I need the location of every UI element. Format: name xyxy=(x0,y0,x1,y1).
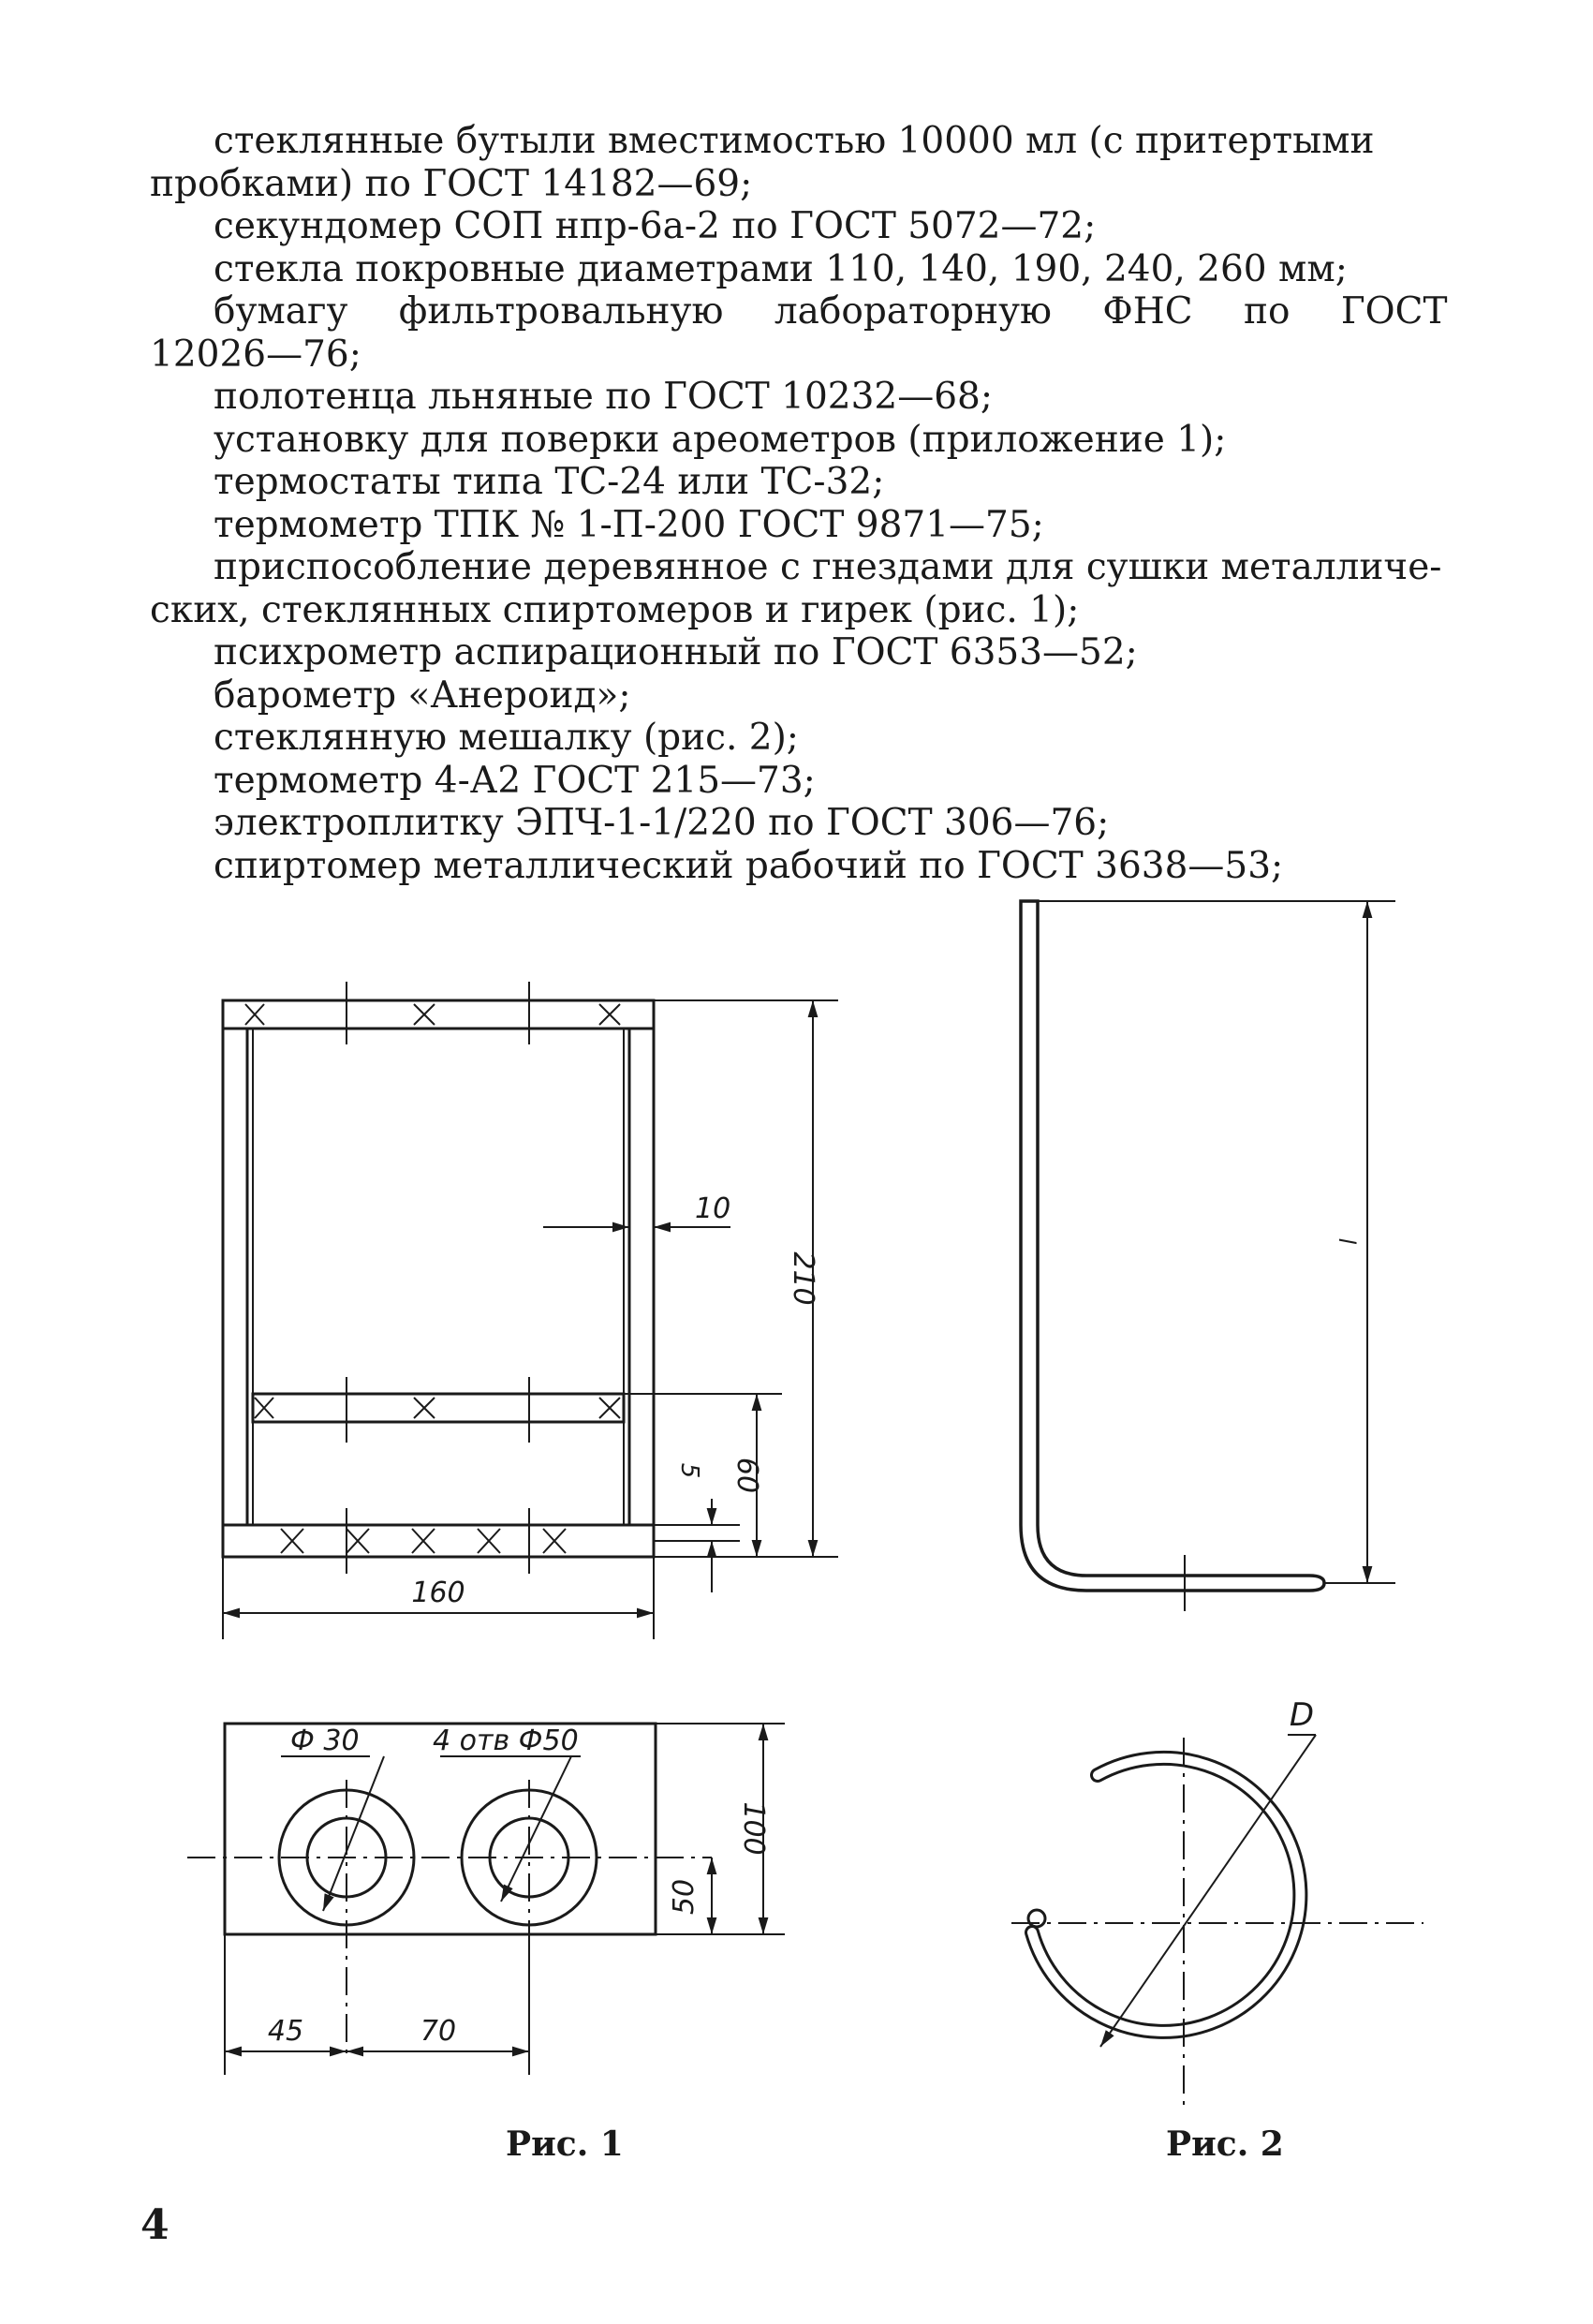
fig1-dim-holes: 4 отв Ф50 xyxy=(433,1724,579,1757)
fig1-dim-60: 60 xyxy=(730,1457,763,1494)
list-line-5: бумагу фильтровальную лабораторную ФНС по ГОСТ xyxy=(214,290,1448,333)
page-number: 4 xyxy=(140,2201,170,2249)
list-line-13: психрометр аспирационный по ГОСТ 6353—52; xyxy=(214,631,1138,674)
list-line-11: приспособление деревянное с гнездами для сушки металличе- xyxy=(214,546,1442,588)
list-line-17: электроплитку ЭПЧ-1-1/220 по ГОСТ 306—76; xyxy=(214,802,1110,844)
fig1-dim-5: 5 xyxy=(675,1462,703,1479)
list-line-6: 12026—76; xyxy=(150,333,361,376)
list-line-12: ских, стеклянных спиртомеров и гирек (рис. 1); xyxy=(150,588,1080,631)
fig2-stirrer-side xyxy=(1021,901,1395,1611)
fig1-dim-210: 210 xyxy=(787,1251,819,1306)
fig2-dim-D: D xyxy=(1289,1696,1315,1734)
fig1-dim-70: 70 xyxy=(420,2015,457,2048)
list-line-10: термометр ТПК № 1-П-200 ГОСТ 9871—75; xyxy=(214,503,1044,546)
fig1-crosshatch xyxy=(245,1004,620,1553)
list-line-9: термостаты типа ТС-24 или ТС-32; xyxy=(214,461,885,503)
fig1-dim-phi30: Ф 30 xyxy=(290,1724,360,1757)
fig1-dim-100: 100 xyxy=(737,1801,770,1856)
fig1-caption: Рис. 1 xyxy=(506,2124,624,2164)
list-line-16: термометр 4-А2 ГОСТ 215—73; xyxy=(214,759,816,802)
fig2-caption: Рис. 2 xyxy=(1166,2124,1284,2164)
list-line-4: стекла покровные диаметрами 110, 140, 190, 240, 260 мм; xyxy=(214,247,1348,290)
list-line-8: установку для поверки ареометров (приложение 1); xyxy=(214,418,1227,461)
list-line-18: спиртомер металлический рабочий по ГОСТ 3638—53; xyxy=(214,844,1284,887)
list-line-2: пробками) по ГОСТ 14182—69; xyxy=(150,162,753,205)
fig1-dim-10: 10 xyxy=(695,1192,731,1225)
fig2-stirrer-top xyxy=(1011,1735,1423,2108)
fig1-dim-160: 160 xyxy=(411,1576,465,1609)
fig1-dim-50: 50 xyxy=(668,1878,701,1916)
fig1-dim-45: 45 xyxy=(267,2015,304,2048)
list-line-1: стеклянные бутыли вместимостью 10000 мл (с притертыми xyxy=(214,120,1375,162)
fig1-dimension-lines xyxy=(223,1000,838,1639)
fig2-dim-l: l xyxy=(1334,1237,1360,1245)
list-line-15: стеклянную мешалку (рис. 2); xyxy=(214,717,799,759)
list-line-14: барометр «Анероид»; xyxy=(214,674,631,717)
fig1-centerlines xyxy=(347,982,529,1574)
list-line-7: полотенца льняные по ГОСТ 10232—68; xyxy=(214,376,993,418)
list-line-3: секундомер СОП нпр-6а-2 по ГОСТ 5072—72; xyxy=(214,205,1097,247)
fig1-front-view xyxy=(223,982,838,1639)
